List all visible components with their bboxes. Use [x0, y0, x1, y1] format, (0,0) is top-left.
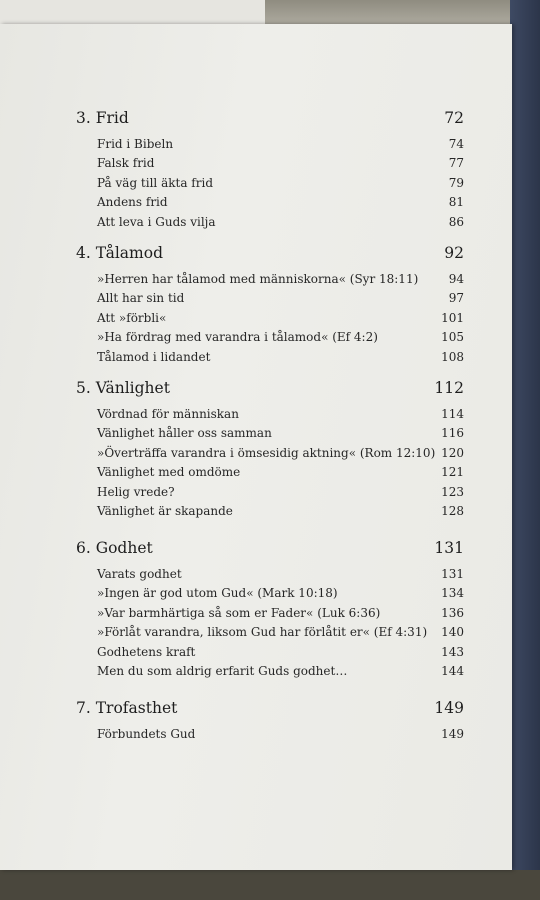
entry-page-number: 128 — [441, 503, 464, 518]
chapter-entries — [76, 565, 464, 681]
toc-entry — [97, 604, 464, 623]
chapter-title: 5. Vänlighet — [76, 379, 170, 397]
previous-page-edge — [0, 0, 265, 27]
entry-title: På väg till äkta frid — [97, 175, 213, 190]
entry-page-number: 123 — [441, 484, 464, 499]
toc-entry — [97, 174, 464, 193]
chapter-title: 4. Tålamod — [76, 244, 163, 262]
entry-title: Vördnad för människan — [97, 407, 239, 421]
toc-chapter — [76, 697, 464, 744]
entry-title: Att »förbli« — [97, 310, 167, 325]
entry-page-number: 97 — [448, 291, 464, 306]
chapter-title: 3. Frid — [76, 109, 129, 127]
entry-title: »Överträffa varandra i ömsesidig aktning« (Rom 12:10) — [97, 445, 436, 460]
entry-page-number: 134 — [441, 586, 464, 601]
toc-entry — [97, 662, 464, 681]
toc-entry — [97, 565, 464, 584]
entry-title: Andens frid — [97, 195, 168, 210]
entry-title: Varats godhet — [97, 567, 182, 581]
entry-page-number: 116 — [441, 426, 464, 441]
entry-page-number: 140 — [441, 625, 464, 640]
chapter-page-number: 112 — [434, 379, 464, 397]
entry-page-number: 74 — [448, 137, 464, 151]
entry-page-number: 86 — [448, 214, 464, 229]
entry-title: »Ingen är god utom Gud« (Mark 10:18) — [97, 586, 338, 601]
entry-title: Tålamod i lidandet — [97, 349, 211, 364]
chapter-title: 6. Godhet — [76, 539, 153, 557]
chapter-entries — [76, 725, 464, 744]
toc-chapter — [76, 377, 464, 521]
toc-entry — [97, 348, 464, 367]
chapter-page-number: 72 — [444, 109, 464, 127]
toc-entry — [97, 328, 464, 347]
entry-title: Helig vrede? — [97, 484, 175, 499]
entry-page-number: 144 — [441, 663, 464, 678]
entry-page-number: 77 — [448, 156, 464, 171]
chapter-page-number: 149 — [434, 699, 464, 717]
entry-title: »Var barmhärtiga så som er Fader« (Luk 6:36) — [97, 605, 381, 620]
chapter-title: 7. Trofasthet — [76, 699, 178, 717]
toc-entry — [97, 289, 464, 308]
toc-entry — [97, 405, 464, 424]
entry-title: Vänlighet med omdöme — [97, 465, 241, 480]
entry-title: Frid i Bibeln — [97, 137, 174, 151]
toc-entry — [97, 213, 464, 232]
entry-page-number: 108 — [441, 349, 464, 364]
entry-page-number: 81 — [448, 195, 464, 210]
toc-entry — [97, 444, 464, 463]
chapter-heading — [76, 537, 464, 559]
entry-title: »Ha fördrag med varandra i tålamod« (Ef 4:2) — [97, 330, 378, 345]
entry-page-number: 79 — [448, 175, 464, 190]
toc-entry — [97, 424, 464, 443]
table-of-contents — [0, 24, 512, 870]
entry-page-number: 114 — [441, 407, 464, 421]
toc-entry — [97, 502, 464, 521]
entry-page-number: 149 — [441, 727, 464, 741]
entry-title: Förbundets Gud — [97, 727, 196, 741]
chapter-entries — [76, 405, 464, 521]
chapter-entries — [76, 270, 464, 367]
chapter-heading — [76, 697, 464, 719]
toc-entry — [97, 483, 464, 502]
entry-page-number: 143 — [441, 644, 464, 659]
entry-page-number: 136 — [441, 605, 464, 620]
toc-entry — [97, 623, 464, 642]
entry-title: Vänlighet håller oss samman — [97, 426, 272, 441]
chapter-page-number: 131 — [434, 539, 464, 557]
toc-entry — [97, 463, 464, 482]
chapter-entries — [76, 135, 464, 232]
entry-page-number: 105 — [441, 330, 464, 345]
chapter-page-number: 92 — [444, 244, 464, 262]
book-page — [0, 24, 512, 870]
toc-entry — [97, 725, 464, 744]
toc-chapter — [76, 107, 464, 232]
chapter-heading — [76, 377, 464, 399]
toc-entry — [97, 643, 464, 662]
book-cover-edge — [510, 0, 540, 900]
entry-page-number: 121 — [441, 465, 464, 480]
entry-title: Men du som aldrig erfarit Guds godhet… — [97, 663, 348, 678]
entry-page-number: 120 — [441, 445, 464, 460]
entry-page-number: 101 — [441, 310, 464, 325]
toc-entry — [97, 135, 464, 154]
toc-entry — [97, 584, 464, 603]
entry-title: Godhetens kraft — [97, 644, 196, 659]
toc-entry — [97, 193, 464, 212]
entry-title: Att leva i Guds vilja — [97, 214, 216, 229]
table-surface — [0, 870, 540, 900]
entry-title: Vänlighet är skapande — [97, 503, 233, 518]
chapter-heading — [76, 107, 464, 129]
entry-page-number: 131 — [441, 567, 464, 581]
chapter-heading — [76, 242, 464, 264]
toc-entry — [97, 270, 464, 289]
entry-title: »Herren har tålamod med människorna« (Syr 18:11) — [97, 272, 419, 286]
entry-title: Falsk frid — [97, 156, 155, 171]
entry-page-number: 94 — [448, 272, 464, 286]
toc-entry — [97, 154, 464, 173]
toc-chapter — [76, 242, 464, 367]
entry-title: »Förlåt varandra, liksom Gud har förlåtit er« (Ef 4:31) — [97, 625, 428, 640]
entry-title: Allt har sin tid — [97, 291, 185, 306]
toc-chapter — [76, 537, 464, 681]
toc-entry — [97, 309, 464, 328]
